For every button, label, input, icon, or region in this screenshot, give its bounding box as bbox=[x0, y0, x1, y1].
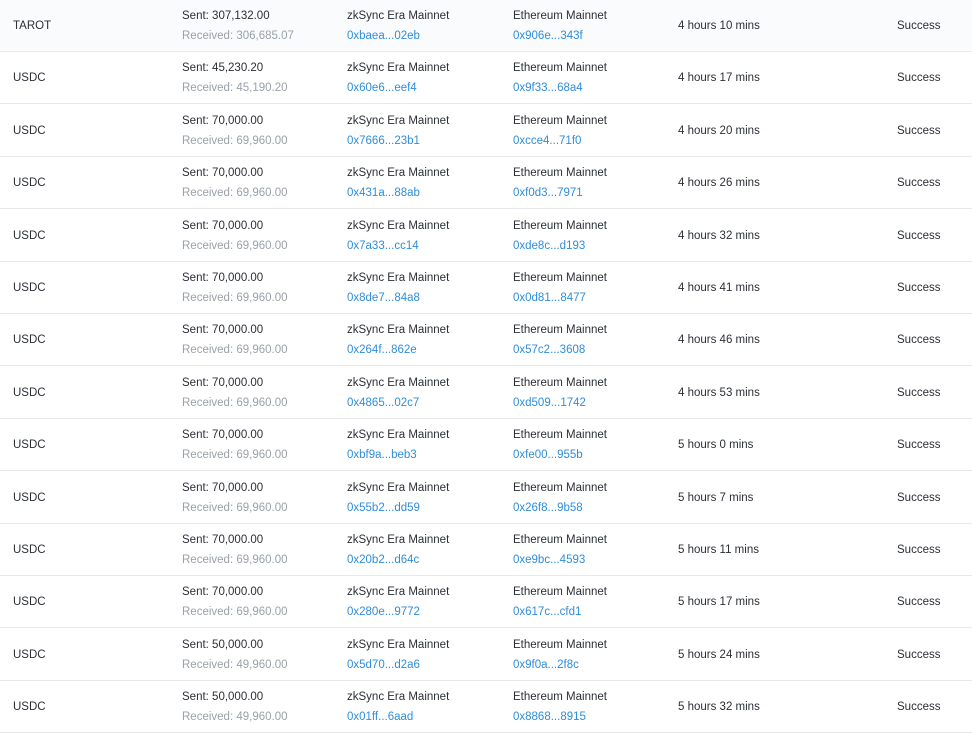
token-symbol: USDC bbox=[13, 544, 46, 556]
status-text: Success bbox=[897, 177, 941, 190]
to-tx-hash-link[interactable]: 0x617c...cfd1 bbox=[513, 606, 582, 619]
token-symbol: USDC bbox=[13, 229, 46, 242]
to-network: Ethereum Mainnet bbox=[513, 534, 607, 546]
to-network: Ethereum Mainnet bbox=[513, 10, 607, 22]
from-tx-hash-link[interactable]: 0x7666...23b1 bbox=[347, 134, 420, 147]
to-tx-hash-link[interactable]: 0x9f33...68a4 bbox=[513, 82, 583, 95]
to-tx-hash-link[interactable]: 0x57c2...3608 bbox=[513, 344, 586, 357]
from-network: zkSync Era Mainnet bbox=[347, 586, 450, 599]
sent-amount: Sent: 45,230.20 bbox=[182, 62, 264, 75]
received-amount: Received: 69,960.00 bbox=[182, 292, 288, 304]
to-tx-hash-link[interactable]: 0xf0d3...7971 bbox=[513, 187, 583, 200]
table-row[interactable] bbox=[0, 105, 972, 157]
table-row[interactable] bbox=[0, 472, 972, 524]
from-network: zkSync Era Mainnet bbox=[347, 167, 450, 180]
from-network: zkSync Era Mainnet bbox=[347, 114, 450, 127]
received-amount: Received: 69,960.00 bbox=[182, 134, 288, 147]
status-text: Success bbox=[897, 229, 941, 242]
table-row[interactable] bbox=[0, 262, 972, 314]
from-network: zkSync Era Mainnet bbox=[347, 691, 450, 704]
sent-amount: Sent: 70,000.00 bbox=[182, 429, 264, 442]
elapsed-time: 4 hours 32 mins bbox=[678, 229, 760, 242]
to-network: Ethereum Mainnet bbox=[513, 324, 607, 337]
token-symbol: USDC bbox=[13, 491, 46, 504]
elapsed-time: 4 hours 46 mins bbox=[678, 334, 760, 347]
to-network: Ethereum Mainnet bbox=[513, 429, 607, 442]
to-tx-hash-link[interactable]: 0xfe00...955b bbox=[513, 449, 583, 462]
from-network: zkSync Era Mainnet bbox=[347, 62, 450, 75]
elapsed-time: 4 hours 20 mins bbox=[678, 124, 760, 137]
elapsed-time: 5 hours 0 mins bbox=[678, 439, 754, 452]
received-amount: Received: 69,960.00 bbox=[182, 501, 288, 514]
table-row[interactable] bbox=[0, 0, 972, 52]
status-text: Success bbox=[897, 544, 941, 556]
to-network: Ethereum Mainnet bbox=[513, 481, 607, 494]
from-tx-hash-link[interactable]: 0xbf9a...beb3 bbox=[347, 449, 417, 462]
sent-amount: Sent: 50,000.00 bbox=[182, 691, 264, 704]
sent-amount: Sent: 70,000.00 bbox=[182, 167, 264, 180]
table-row[interactable] bbox=[0, 210, 972, 262]
from-network: zkSync Era Mainnet bbox=[347, 429, 450, 442]
received-amount: Received: 69,960.00 bbox=[182, 554, 288, 566]
elapsed-time: 4 hours 17 mins bbox=[678, 72, 760, 85]
to-network: Ethereum Mainnet bbox=[513, 167, 607, 180]
from-tx-hash-link[interactable]: 0x7a33...cc14 bbox=[347, 239, 419, 252]
token-symbol: USDC bbox=[13, 124, 46, 137]
to-tx-hash-link[interactable]: 0xde8c...d193 bbox=[513, 239, 586, 252]
elapsed-time: 5 hours 24 mins bbox=[678, 648, 760, 661]
status-text: Success bbox=[897, 439, 941, 452]
status-text: Success bbox=[897, 72, 941, 85]
from-tx-hash-link[interactable]: 0x5d70...d2a6 bbox=[347, 658, 420, 671]
status-text: Success bbox=[897, 124, 941, 137]
token-symbol: USDC bbox=[13, 596, 46, 609]
table-row[interactable] bbox=[0, 314, 972, 366]
table-row[interactable] bbox=[0, 681, 972, 733]
table-row[interactable] bbox=[0, 576, 972, 628]
sent-amount: Sent: 70,000.00 bbox=[182, 481, 264, 494]
status-text: Success bbox=[897, 701, 941, 714]
received-amount: Received: 69,960.00 bbox=[182, 606, 288, 619]
table-row[interactable] bbox=[0, 367, 972, 419]
table-row[interactable] bbox=[0, 52, 972, 104]
elapsed-time: 4 hours 41 mins bbox=[678, 282, 760, 294]
elapsed-time: 5 hours 11 mins bbox=[678, 544, 759, 556]
from-tx-hash-link[interactable]: 0x431a...88ab bbox=[347, 187, 420, 200]
from-tx-hash-link[interactable]: 0x20b2...d64c bbox=[347, 554, 420, 566]
table-row[interactable] bbox=[0, 524, 972, 576]
elapsed-time: 5 hours 17 mins bbox=[678, 596, 760, 609]
from-tx-hash-link[interactable]: 0x60e6...eef4 bbox=[347, 82, 417, 95]
to-network: Ethereum Mainnet bbox=[513, 219, 607, 232]
received-amount: Received: 69,960.00 bbox=[182, 449, 288, 462]
received-amount: Received: 45,190.20 bbox=[182, 82, 288, 95]
token-symbol: USDC bbox=[13, 177, 46, 190]
received-amount: Received: 69,960.00 bbox=[182, 239, 288, 252]
sent-amount: Sent: 307,132.00 bbox=[182, 10, 270, 22]
to-tx-hash-link[interactable]: 0xd509...1742 bbox=[513, 396, 586, 409]
table-row[interactable] bbox=[0, 157, 972, 209]
to-network: Ethereum Mainnet bbox=[513, 272, 607, 284]
to-network: Ethereum Mainnet bbox=[513, 586, 607, 599]
from-network: zkSync Era Mainnet bbox=[347, 10, 450, 22]
status-text: Success bbox=[897, 491, 941, 504]
status-text: Success bbox=[897, 334, 941, 347]
elapsed-time: 4 hours 53 mins bbox=[678, 386, 760, 399]
token-symbol: USDC bbox=[13, 386, 46, 399]
table-row[interactable] bbox=[0, 419, 972, 471]
token-symbol: TAROT bbox=[13, 20, 52, 32]
to-tx-hash-link[interactable]: 0xe9bc...4593 bbox=[513, 554, 586, 566]
from-tx-hash-link[interactable]: 0x280e...9772 bbox=[347, 606, 420, 619]
sent-amount: Sent: 70,000.00 bbox=[182, 586, 264, 599]
to-network: Ethereum Mainnet bbox=[513, 376, 607, 389]
elapsed-time: 4 hours 10 mins bbox=[678, 20, 760, 32]
to-tx-hash-link[interactable]: 0x9f0a...2f8c bbox=[513, 658, 579, 671]
elapsed-time: 5 hours 32 mins bbox=[678, 701, 760, 714]
sent-amount: Sent: 70,000.00 bbox=[182, 272, 264, 284]
token-symbol: USDC bbox=[13, 282, 46, 294]
to-tx-hash-link[interactable]: 0xcce4...71f0 bbox=[513, 134, 582, 147]
status-text: Success bbox=[897, 20, 941, 32]
to-tx-hash-link[interactable]: 0x8868...8915 bbox=[513, 711, 586, 724]
received-amount: Received: 306,685.07 bbox=[182, 30, 294, 42]
from-network: zkSync Era Mainnet bbox=[347, 534, 450, 546]
from-tx-hash-link[interactable]: 0x55b2...dd59 bbox=[347, 501, 420, 514]
from-network: zkSync Era Mainnet bbox=[347, 481, 450, 494]
from-tx-hash-link[interactable]: 0x8de7...84a8 bbox=[347, 292, 420, 304]
received-amount: Received: 69,960.00 bbox=[182, 187, 288, 200]
to-network: Ethereum Mainnet bbox=[513, 691, 607, 704]
status-text: Success bbox=[897, 648, 941, 661]
token-symbol: USDC bbox=[13, 701, 46, 714]
token-symbol: USDC bbox=[13, 334, 46, 347]
to-tx-hash-link[interactable]: 0x26f8...9b58 bbox=[513, 501, 583, 514]
received-amount: Received: 69,960.00 bbox=[182, 344, 288, 357]
from-network: zkSync Era Mainnet bbox=[347, 324, 450, 337]
elapsed-time: 5 hours 7 mins bbox=[678, 491, 754, 504]
from-tx-hash-link[interactable]: 0x01ff...6aad bbox=[347, 711, 414, 724]
status-text: Success bbox=[897, 282, 941, 294]
table-row[interactable] bbox=[0, 629, 972, 681]
to-network: Ethereum Mainnet bbox=[513, 62, 607, 75]
sent-amount: Sent: 50,000.00 bbox=[182, 638, 264, 651]
token-symbol: USDC bbox=[13, 439, 46, 452]
token-symbol: USDC bbox=[13, 648, 46, 661]
received-amount: Received: 49,960.00 bbox=[182, 658, 288, 671]
to-network: Ethereum Mainnet bbox=[513, 114, 607, 127]
from-network: zkSync Era Mainnet bbox=[347, 376, 450, 389]
from-tx-hash-link[interactable]: 0x4865...02c7 bbox=[347, 396, 420, 409]
sent-amount: Sent: 70,000.00 bbox=[182, 219, 264, 232]
status-text: Success bbox=[897, 596, 941, 609]
from-network: zkSync Era Mainnet bbox=[347, 219, 450, 232]
from-network: zkSync Era Mainnet bbox=[347, 272, 450, 284]
from-tx-hash-link[interactable]: 0x264f...862e bbox=[347, 344, 417, 357]
to-tx-hash-link[interactable]: 0x906e...343f bbox=[513, 30, 583, 42]
sent-amount: Sent: 70,000.00 bbox=[182, 376, 264, 389]
received-amount: Received: 69,960.00 bbox=[182, 396, 288, 409]
token-symbol: USDC bbox=[13, 72, 46, 85]
sent-amount: Sent: 70,000.00 bbox=[182, 534, 264, 546]
from-tx-hash-link[interactable]: 0xbaea...02eb bbox=[347, 30, 420, 42]
from-network: zkSync Era Mainnet bbox=[347, 638, 450, 651]
received-amount: Received: 49,960.00 bbox=[182, 711, 288, 724]
to-tx-hash-link[interactable]: 0x0d81...8477 bbox=[513, 292, 586, 304]
sent-amount: Sent: 70,000.00 bbox=[182, 114, 264, 127]
elapsed-time: 4 hours 26 mins bbox=[678, 177, 760, 190]
to-network: Ethereum Mainnet bbox=[513, 638, 607, 651]
sent-amount: Sent: 70,000.00 bbox=[182, 324, 264, 337]
status-text: Success bbox=[897, 386, 941, 399]
